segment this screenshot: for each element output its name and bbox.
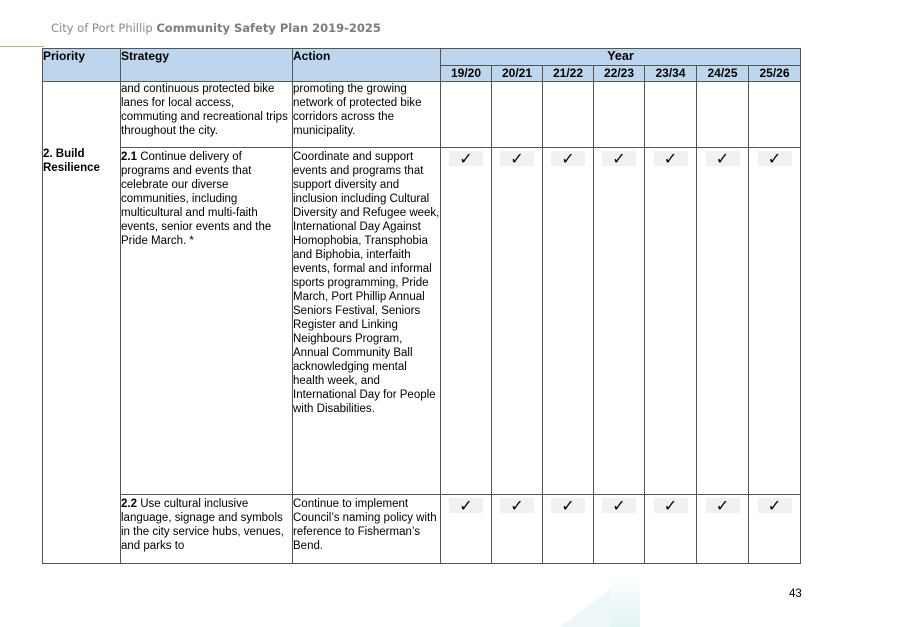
strategy-cell [121,148,293,495]
check-icon: ✓ [551,151,585,166]
action-cell [293,495,441,564]
tick-cell [594,148,645,495]
action-text: Coordinate and support events and programs that support diversity and inclusion including Cultural Diversity and Refugee week, International Day Against Homophobia, Transphobia and Biphobia, interfaith events, formal and informal sports programming, Pride March, Port Phillip Annual Seniors Festival, Seniors Register and Linking Neighbours Program, Annual Community Ball acknowledging mental health week, and International Day for People with Disabilities. [293,151,440,415]
tick-cell [749,82,801,148]
tick-cell [749,148,801,495]
strategy-number: 2.1 [121,151,137,163]
action-text: promoting the growing network of protected bike corridors across the municipality. [293,83,422,137]
check-icon: ✓ [654,498,688,513]
safety-plan-table [42,48,801,564]
tick-cell [441,148,492,495]
tick-cell [645,495,697,564]
action-cell [293,82,441,148]
tick-cell [645,148,697,495]
check-icon: ✓ [602,151,636,166]
tick-cell [697,82,749,148]
strategy-text: and continuous protected bike lanes for local access, commuting and recreational trips throughout the city. [121,83,288,137]
col-header-priority: Priority [43,49,121,82]
action-cell [293,148,441,495]
check-icon: ✓ [758,498,792,513]
col-header-action: Action [293,49,441,82]
tick-cell [441,495,492,564]
table-row [43,495,801,564]
strategy-text: Use cultural inclusive language, signage and symbols in the city service hubs, venues, and parks to [121,498,284,552]
check-icon: ✓ [706,498,740,513]
col-header-year: Year [441,49,801,66]
year-header: 22/23 [594,66,645,82]
check-icon: ✓ [551,498,585,513]
tick-cell [594,495,645,564]
tick-cell [645,82,697,148]
table-row [43,82,801,148]
check-icon: ✓ [500,151,534,166]
strategy-text: Continue delivery of programs and events that celebrate our diverse communities, including multicultural and multi-faith events, senior events and the Pride March. * [121,151,272,247]
tick-cell [749,495,801,564]
year-header: 25/26 [749,66,801,82]
year-header: 24/25 [697,66,749,82]
table-row [43,148,801,495]
tick-cell [492,148,543,495]
check-icon: ✓ [602,498,636,513]
check-icon: ✓ [654,151,688,166]
year-header: 21/22 [543,66,594,82]
header-rule [0,46,44,47]
check-icon: ✓ [449,151,483,166]
header-title: Community Safety Plan 2019-2025 [156,21,381,35]
tick-cell [543,148,594,495]
page-number: 43 [789,588,802,600]
priority-cell [43,82,121,564]
year-header: 23/34 [645,66,697,82]
year-header: 20/21 [492,66,543,82]
tick-cell [543,82,594,148]
decorative-shape [610,575,640,627]
tick-cell [492,495,543,564]
tick-cell [492,82,543,148]
check-icon: ✓ [500,498,534,513]
tick-cell [697,148,749,495]
check-icon: ✓ [706,151,740,166]
check-icon: ✓ [758,151,792,166]
header-org: City of Port Phillip [51,21,153,35]
year-header: 19/20 [441,66,492,82]
check-icon: ✓ [449,498,483,513]
tick-cell [441,82,492,148]
strategy-cell [121,495,293,564]
strategy-cell [121,82,293,148]
tick-cell [697,495,749,564]
strategy-number: 2.2 [121,498,137,510]
col-header-strategy: Strategy [121,49,293,82]
tick-cell [543,495,594,564]
priority-label: 2. Build Resilience [43,148,100,174]
document-header [51,21,381,35]
tick-cell [594,82,645,148]
action-text: Continue to implement Council’s naming policy with reference to Fisherman’s Bend. [293,498,437,552]
